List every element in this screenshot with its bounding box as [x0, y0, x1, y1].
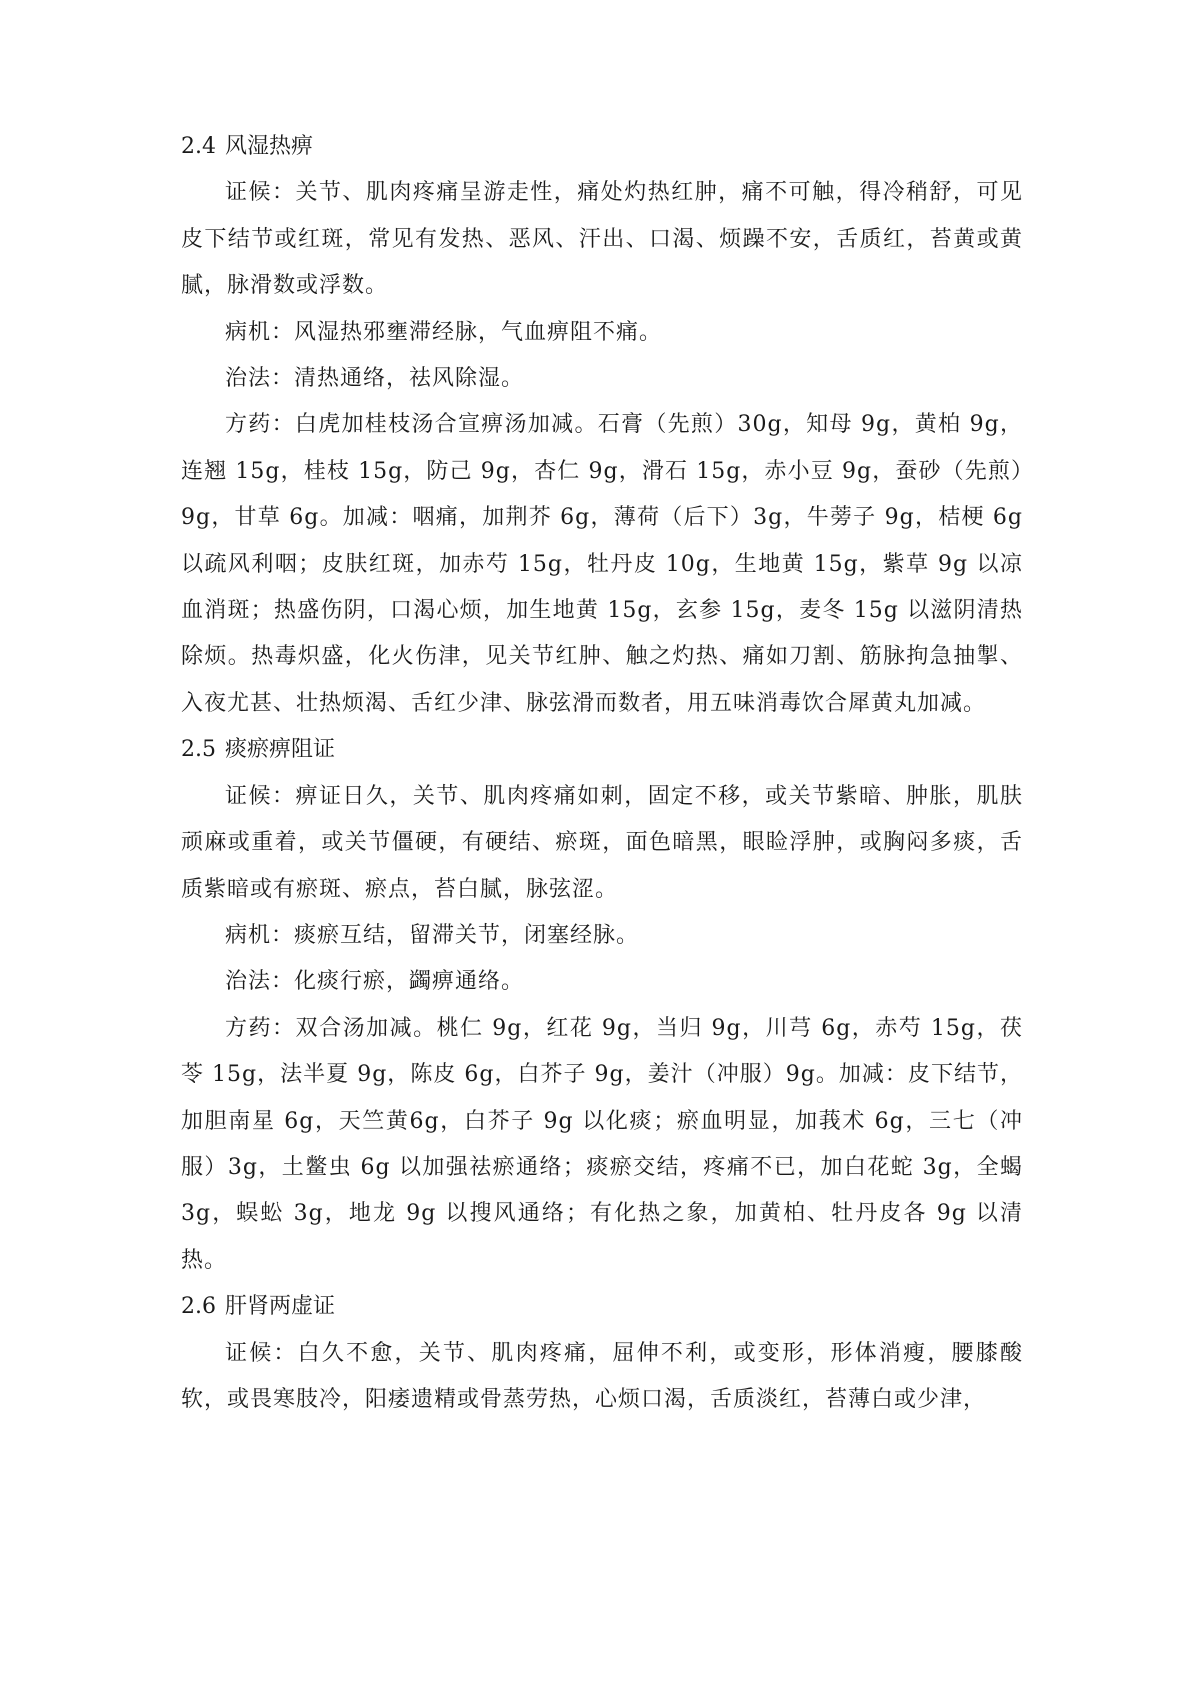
section-heading — [181, 727, 1023, 773]
pathogenesis-paragraph: 病机：风湿热邪壅滞经脉，气血痹阻不痛。 — [225, 319, 663, 345]
section-title: 风湿热痹 — [225, 134, 314, 159]
section-2-5 — [181, 727, 1023, 1284]
section-heading — [181, 1284, 1023, 1330]
document-page — [181, 124, 1023, 1423]
section-number: 2.4 — [181, 134, 216, 159]
syndrome-paragraph: 证候：白久不愈，关节、肌肉疼痛，屈伸不利，或变形，形体消瘦，腰膝酸软，或畏寒肢冷，阳痿遗精或骨蒸劳热，心烦口渴，舌质淡红，苔薄白或少津， — [181, 1340, 1023, 1412]
section-number: 2.5 — [181, 737, 216, 763]
syndrome-paragraph: 证候：痹证日久，关节、肌肉疼痛如刺，固定不移，或关节紫暗、肿胀，肌肤顽麻或重着，或关节僵硬，有硬结、瘀斑，面色暗黑，眼睑浮肿，或胸闷多痰，舌质紫暗或有瘀斑、瘀点，苔白腻，脉弦涩。 — [181, 783, 1023, 902]
section-heading — [181, 124, 1023, 170]
treatment-paragraph: 治法：清热通络，祛风除湿。 — [225, 366, 525, 392]
pathogenesis-paragraph: 病机：痰瘀互结，留滞关节，闭塞经脉。 — [225, 922, 640, 948]
syndrome-paragraph: 证候：关节、肌肉疼痛呈游走性，痛处灼热红肿，痛不可触，得冷稍舒，可见皮下结节或红斑，常见有发热、恶风、汗出、口渴、烦躁不安，舌质红，苔黄或黄腻，脉滑数或浮数。 — [181, 180, 1023, 299]
section-title: 肝肾两虚证 — [225, 1294, 336, 1320]
section-title: 痰瘀痹阻证 — [225, 737, 336, 763]
section-number: 2.6 — [181, 1294, 216, 1320]
treatment-paragraph: 治法：化痰行瘀，蠲痹通络。 — [225, 969, 525, 995]
prescription-paragraph: 方药：双合汤加减。桃仁 9g，红花 9g，当归 9g，川芎 6g，赤芍 15g，茯苓 15g，法半夏 9g，陈皮 6g，白芥子 9g，姜汁（冲服）9g。加减：皮下结节，加胆南星 6g，天竺黄6g，白芥子 9g 以化痰；瘀血明显，加莪术 6g，三七（冲服）3g，土鳖虫 6g 以加强祛瘀通络；痰瘀交结，疼痛不已，加白花蛇 3g，全蝎 3g，蜈蚣 3g，地龙 9g 以搜风通络；有化热之象，加黄柏、牡丹皮各 9g 以清热。 — [181, 1015, 1023, 1273]
prescription-paragraph: 方药：白虎加桂枝汤合宣痹汤加减。石膏（先煎）30g，知母 9g，黄柏 9g，连翘 15g，桂枝 15g，防己 9g，杏仁 9g，滑石 15g，赤小豆 9g，蚕砂（先煎）9g，甘草 6g。加减：咽痛，加荆芥 6g，薄荷（后下）3g，牛蒡子 9g，桔梗 6g 以疏风利咽；皮肤红斑，加赤芍 15g，牡丹皮 10g，生地黄 15g，紫草 9g 以凉血消斑；热盛伤阴，口渴心烦，加生地黄 15g，玄参 15g，麦冬 15g 以滋阴清热除烦。热毒炽盛，化火伤津，见关节红肿、触之灼热、痛如刀割、筋脉拘急抽掣、入夜尤甚、壮热烦渴、舌红少津、脉弦滑而数者，用五味消毒饮合犀黄丸加减。 — [181, 412, 1023, 716]
section-2-4 — [181, 124, 1023, 727]
section-2-6 — [181, 1284, 1023, 1423]
